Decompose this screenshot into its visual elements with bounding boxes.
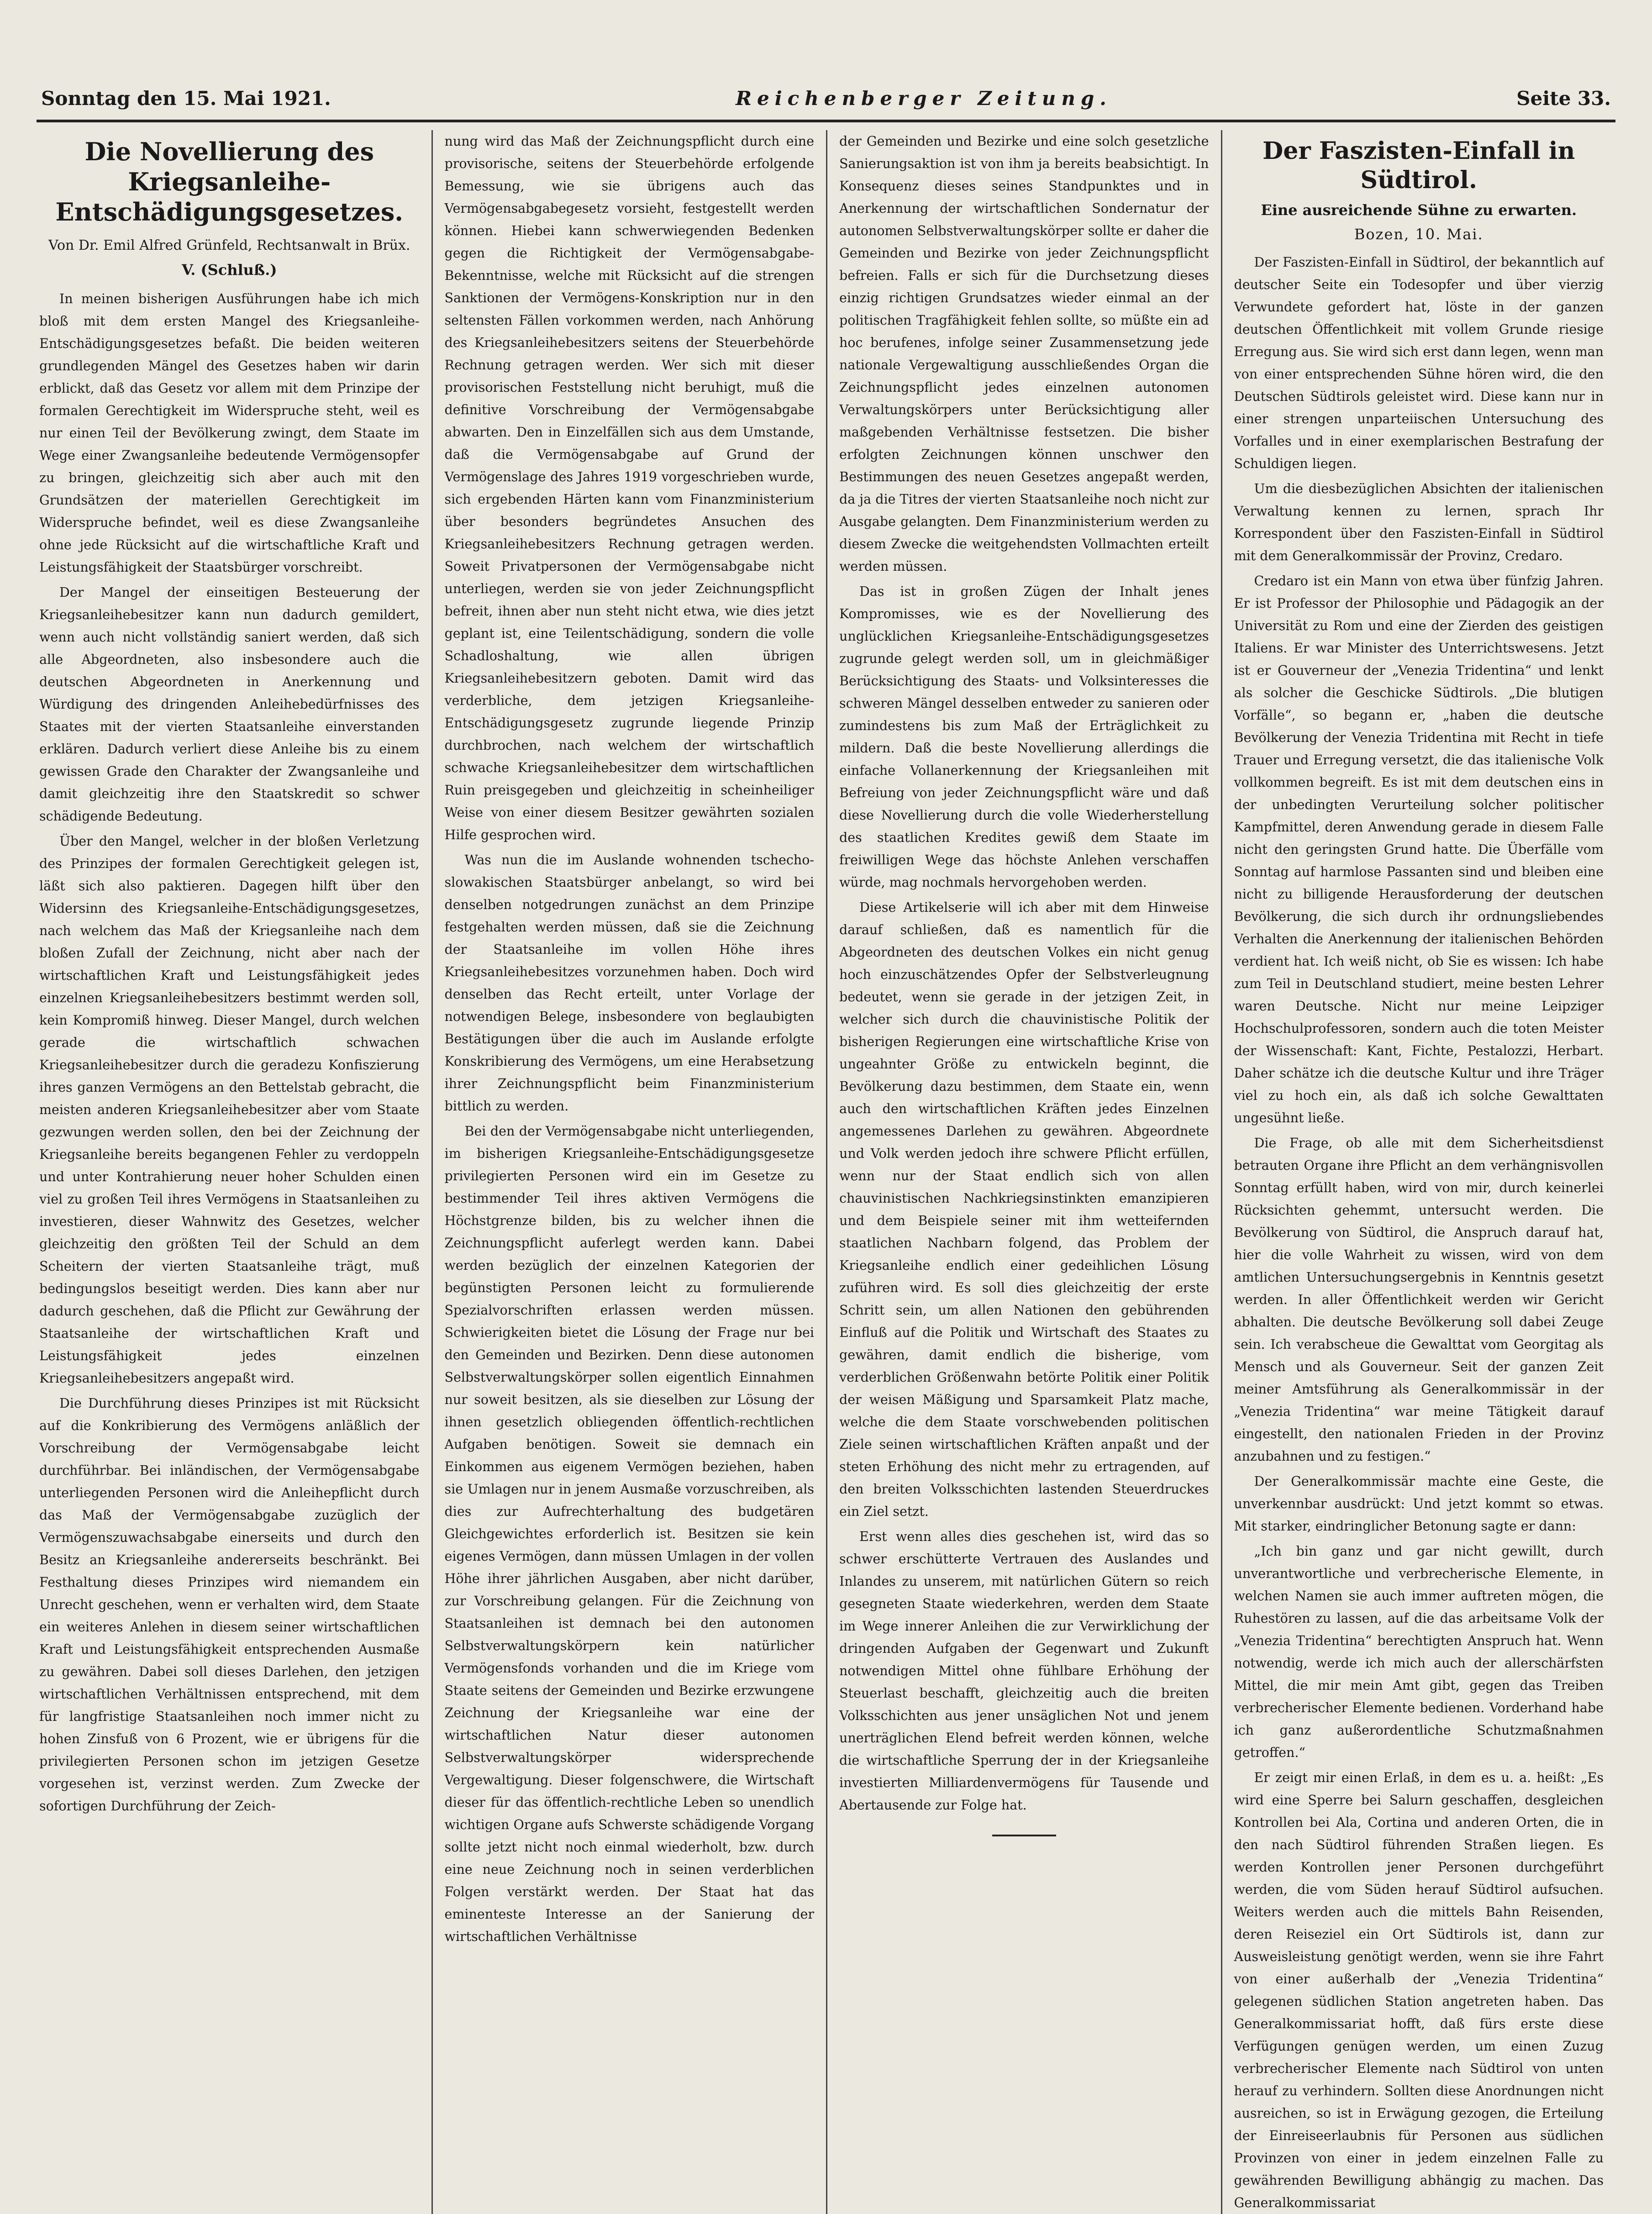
column-4 — [1221, 130, 1616, 2214]
article-end-rule — [992, 1835, 1056, 1836]
paragraph: Erst wenn alles dies geschehen ist, wird das so schwer erschütterte Vertrauen des Auslandes und Inlandes zu unserem, mit natürlichen Gütern so reich gesegneten Staate wiederkehren, werden dem Staate im Wege innerer Anleihen die zur Verwirklichung der dringenden Aufgaben der Gegenwart und Zukunft notwendigen Mittel ohne fühlbare Erhöhung der Steuerlast beschafft, gleichzeitig auch die breiten Volksschichten aus jener unsäglichen Not und jenem unerträglichen Elend befreit werden können, welche die wirtschaftliche Sperrung der in der Kriegsanleihe investierten Milliardenvermögens für Tausende und Abertausende zur Folge hat. — [839, 1529, 1209, 1813]
column-2 — [431, 130, 826, 2214]
masthead-rule — [37, 120, 1615, 122]
issue-date: Sonntag den 15. Mai 1921. — [41, 87, 331, 110]
article-dateline: Bozen, 10. Mai. — [1354, 226, 1484, 243]
paragraph: Der Generalkommissär machte eine Geste, die unverkennbar ausdrückt: Und jetzt kommt so etwas. Mit starker, eindringlicher Betonung sagte er dann: — [1234, 1474, 1604, 1534]
paragraph: Über den Mangel, welcher in der bloßen Verletzung des Prinzipes der formalen Gerechtigkeit gelegen ist, läßt sich also paktieren. Dagegen hilft über den Widersinn des Kriegsanleihe-Entschädigungsgesetzes, nach welchem das Maß der Kriegsanleihe nach dem bloßen Zufall der Zeichnung, nicht aber nach der wirtschaftlichen Kraft und Leistungsfähigkeit jedes einzelnen Kriegsanleihebesitzers bestimmt werden soll, kein Kompromiß hinweg. Dieser Mangel, durch welchen gerade die wirtschaftlich schwachen Kriegsanleihebesitzer durch die geradezu Konfiszierung ihres ganzen Vermögens an den Bettelstab gebracht, die meisten anderen Kriegsanleihebesitzer aber vom Staate gezwungen werden sollen, den bei der Zeichnung der Kriegsanleihe bereits begangenen Fehler zu verdoppeln und unter Kontrahierung neuer hoher Schulden einen viel zu großen Teil ihres Vermögens in Staatsanleihen zu investieren, dieser Wahnwitz des Gesetzes, welcher gleichzeitig den größten Teil der Schuld an dem Scheitern der vierten Staatsanleihe trägt, muß bedingungslos beseitigt werden. Dies kann aber nur dadurch geschehen, daß die Pflicht zur Gewährung der Staatsanleihe der wirtschaftlichen Kraft und Leistungsfähigkeit jedes einzelnen Kriegsanleihebesitzers angepaßt wird. — [39, 834, 420, 1386]
paragraph: Credaro ist ein Mann von etwa über fünfzig Jahren. Er ist Professor der Philosophie und Pädagogik an der Universität zu Rom und eine der Zierden des geistigen Italiens. Er war Minister des Unterrichtswesens. Jetzt ist er Gouverneur der „Venezia Tridentina“ und lenkt als solcher die Geschicke Südtirols. „Die blutigen Vorfälle“, so begann er, „haben die deutsche Bevölkerung der Venezia Tridentina mit Recht in tiefe Trauer und Erregung versetzt, die das italienische Volk vollkommen begreift. Es ist mit dem deutschen eins in der unbedingten Verurteilung solcher politischer Kampfmittel, deren Anwendung gerade in diesem Falle nicht den geringsten Grund hatte. Die Überfälle vom Sonntag auf harmlose Passanten sind und bleiben eine nicht zu billigende Herausforderung der deutschen Bevölkerung, die sich durch ihr ordnungsliebendes Verhalten die Anerkennung der italienischen Behörden verdient hat. Ich weiß nicht, ob Sie es wissen: Ich habe zum Teil in Deutschland studiert, meine besten Lehrer waren Deutsche. Nicht nur meine Leipziger Hochschulprofessoren, sondern auch die toten Meister der Wissenschaft: Kant, Fichte, Pestalozzi, Herbart. Daher schätze ich die deutsche Kultur und ihre Träger viel zu hoch ein, als daß ich solche Gewalttaten ungesühnt ließe. — [1234, 573, 1604, 1125]
paragraph: Das ist in großen Zügen der Inhalt jenes Kompromisses, wie es der Novellierung des unglücklichen Kriegsanleihe-Entschädigungsgesetzes zugrunde gelegt werden soll, um in gleichmäßiger Berücksichtigung des Staats- und Volksinteresses die schweren Mängel desselben entweder zu sanieren oder zumindestens bis zum Maß der Erträglichkeit zu mildern. Daß die beste Novellierung allerdings die einfache Vollanerkennung der Kriegsanleihen mit Befreiung von jeder Zeichnungspflicht wäre und daß diese Novellierung durch die volle Wiederherstellung des staatlichen Kredites gewiß dem Staate im freiwilligen Wege das höchste Anlehen verschaffen würde, mag nochmals hervorgehoben werden. — [839, 584, 1209, 890]
paragraph: der Gemeinden und Bezirke und eine solch gesetzliche Sanierungsaktion ist von ihm ja bereits beabsichtigt. In Konsequenz dieses seines Standpunktes und in Anerkennung der wirtschaftlichen Sondernatur der autonomen Selbstverwaltungskörper sollte er daher die Gemeinden und Bezirke von jeder Zeichnungspflicht befreien. Falls er sich für die Durchsetzung dieses einzig richtigen Grundsatzes wieder einmal an der politischen Tragfähigkeit fehlen sollte, so müßte ein ad hoc berufenes, infolge seiner Zusammensetzung jede nationale Vergewaltigung ausschließendes Organ die Zeichnungspflicht jedes einzelnen autonomen Verwaltungskörpers unter Berücksichtigung aller maßgebenden Verhältnisse festsetzen. Die bisher erfolgten Zeichnungen können unschwer den Bestimmungen des neuen Gesetzes angepaßt werden, da ja die Titres der vierten Staatsanleihe noch nicht zur Ausgabe gelangten. Dem Finanzministerium werden zu diesem Zwecke die weitgehendsten Vollmachten erteilt werden müssen. — [839, 134, 1209, 574]
paragraph: nung wird das Maß der Zeichnungspflicht durch eine provisorische, seitens der Steuerbehörde erfolgende Bemessung, wie sie übrigens auch das Vermögensabgabegesetz vorsieht, festgestellt werden können. Hiebei kann schwerwiegenden Bedenken gegen die Richtigkeit der Vermögensabgabe-Bekenntnisse, welche mit Rücksicht auf die strengen Sanktionen der Vermögens-Konskription nur in den seltensten Fällen vorkommen werden, nach Anhörung des Kriegsanleihebesitzers seitens der Steuerbehörde Rechnung getragen werden. Wer sich mit dieser provisorischen Feststellung nicht beruhigt, muß die definitive Vorschreibung der Vermögensabgabe abwarten. Den in Einzelfällen sich aus dem Umstande, daß die Vermögensabgabe auf Grund der Vermögenslage des Jahres 1919 vorgeschrieben wurde, sich ergebenden Härten kann vom Finanzministerium über besonders begründetes Ansuchen des Kriegsanleihebesitzers Rechnung getragen werden. Soweit Privatpersonen der Vermögensabgabe nicht unterliegen, werden sie von jeder Zeichnungspflicht befreit, ihnen aber nun steht nicht etwa, wie dies jetzt geplant ist, eine Teilentschädigung, sondern die volle Schadloshaltung, wie allen übrigen Kriegsanleihebesitzern geboten. Damit wird das verderbliche, dem jetzigen Kriegsanleihe-Entschädigungsgesetz zugrunde liegende Prinzip durchbrochen, nach welchem der wirtschaftlich schwache Kriegsanleihebesitzer dem wirtschaftlichen Ruin preisgegeben und gleichzeitig in scheinheiliger Weise von einer diesem Besitzer gewährten sozialen Hilfe gesprochen wird. — [444, 134, 814, 842]
paragraph: Der Mangel der einseitigen Besteuerung der Kriegsanleihebesitzer kann nun dadurch gemildert, wenn auch nicht vollständig saniert werden, daß sich alle Abgeordneten, also insbesondere auch die deutschen Abgeordneten in Anerkennung und Würdigung des dringenden Anleihebedürfnisses des Staates mit der vierten Staatsanleihe einverstanden erklären. Dadurch verliert diese Anleihe bis zu einem gewissen Grade den Charakter der Zwangsanleihe und damit gleichzeitig ihre den Staatskredit so schwer schädigende Bedeutung. — [39, 585, 420, 824]
paragraph: Die Frage, ob alle mit dem Sicherheitsdienst betrauten Organe ihre Pflicht an dem verhängnisvollen Sonntag erfüllt haben, wird von mir, durch keinerlei Rücksichten gehemmt, untersucht werden. Die Bevölkerung von Südtirol, die Anspruch darauf hat, hier die volle Wahrheit zu wissen, wird von dem amtlichen Untersuchungsergebnis in Kenntnis gesetzt werden. In aller Öffentlichkeit werden wir Gericht abhalten. Die deutsche Bevölkerung soll dabei Zeuge sein. Ich verabscheue die Gewalttat vom Georgitag als Mensch und als Gouverneur. Seit der ganzen Zeit meiner Amtsführung als Generalkommissär in der „Venezia Tridentina“ war meine Tätigkeit darauf eingestellt, den nationalen Frieden in der Provinz anzubahnen und zu festigen.“ — [1234, 1136, 1604, 1464]
article-subtitle: Eine ausreichende Sühne zu erwarten. — [1261, 201, 1577, 219]
column-3 — [826, 130, 1221, 2214]
paragraph: Um die diesbezüglichen Absichten der italienischen Verwaltung kennen zu lernen, sprach Ihr Korrespondent über den Faszisten-Einfall in Südtirol mit dem Generalkommissär der Provinz, Credaro. — [1234, 481, 1604, 563]
column-1 — [37, 130, 431, 2214]
paragraph: Diese Artikelserie will ich aber mit dem Hinweise darauf schließen, daß es namentlich für die Abgeordneten des deutschen Volkes ein nicht genug hoch einzuschätzendes Opfer der Selbstverleugnung bedeutet, wenn sie gerade in der jetzigen Zeit, in welcher sich durch die chauvinistische Politik der bisherigen Regierungen eine wirtschaftliche Krise von ungeahnter Größe zu entwickeln beginnt, die Bevölkerung dazu bestimmen, dem Staate ein, wenn auch den wirtschaftlichen Kräften jedes Einzelnen angemessenes Darlehen zu gewähren. Abgeordnete und Volk werden jedoch ihre schwere Pflicht erfüllen, wenn nur der Staat endlich sich von allen chauvinistischen Nachkriegsinstinkten emanzipieren und dem Beispiele seiner mit ihm wetteifernden staatlichen Nachbarn folgend, das Problem der Kriegsanleihe endlich einer gedeihlichen Lösung zuführen wird. Es soll dies gleichzeitig der erste Schritt sein, um allen Nationen den gebührenden Einfluß auf die Politik und Wirtschaft des Staates zu gewähren, damit endlich die bisherige, vom verderblichen Größenwahn betörte Politik einer Politik der weisen Mäßigung und Sparsamkeit Platz mache, welche die dem Staate vorschwebenden politischen Ziele seinen wirtschaftlichen Kräften anpaßt und der steten Erhöhung des nicht mehr zu ertragenden, auf den breiten Volksschichten lastenden Steuerdruckes ein Ziel setzt. — [839, 900, 1209, 1519]
columns — [37, 130, 1615, 2210]
paragraph: Bei den der Vermögensabgabe nicht unterliegenden, im bisherigen Kriegsanleihe-Entschädigungsgesetze privilegierten Personen wird ein im Gesetze zu bestimmender Teil ihres aktiven Vermögens die Höchstgrenze bilden, bis zu welcher ihnen die Zeichnungspflicht auferlegt werden kann. Dabei werden bezüglich der einzelnen Kategorien der begünstigten Personen leicht zu formulierende Spezialvorschriften erlassen werden müssen. Schwierigkeiten bietet die Lösung der Frage nur bei den Gemeinden und Bezirken. Denn diese autonomen Selbstverwaltungskörper sollen eigentlich Einnahmen nur soweit besitzen, als sie dieselben zur Lösung der ihnen gesetzlich obliegenden öffentlich-rechtlichen Aufgaben benötigen. Soweit sie demnach ein Einkommen aus eigenem Vermögen beziehen, haben sie Umlagen nur in jenem Ausmaße vorzuschreiben, als dies zur Aufrechterhaltung des budgetären Gleichgewichtes erforderlich ist. Besitzen sie kein eigenes Vermögen, dann müssen Umlagen in der vollen Höhe ihrer jährlichen Ausgaben, aber nicht darüber, zur Vorschreibung gelangen. Für die Zeichnung von Staatsanleihen ist demnach bei den autonomen Selbstverwaltungskörpern kein natürlicher Vermögensfonds vorhanden und die im Kriege vom Staate seitens der Gemeinden und Bezirke erzwungene Zeichnung der Kriegsanleihe war eine der wirtschaftlichen Natur dieser autonomen Selbstverwaltungskörper widersprechende Vergewaltigung. Dieser folgenschwere, die Wirtschaft dieser für das öffentlich-rechtliche Leben so unendlich wichtigen Organe aufs Schwerste schädigende Vorgang sollte jetzt nicht noch einmal wiederholt, bzw. durch eine neue Zeichnung noch in seinen verderblichen Folgen verstärkt werden. Der Staat hat das eminenteste Interesse an der Sanierung der wirtschaftlichen Verhältnisse — [444, 1124, 814, 1944]
page-number: Seite 33. — [1516, 87, 1611, 110]
masthead — [41, 82, 1611, 114]
article-byline: Von Dr. Emil Alfred Grünfeld, Rechtsanwalt in Brüx. — [48, 237, 410, 253]
article-section-label: V. (Schluß.) — [181, 261, 277, 279]
paragraph: Was nun die im Auslande wohnenden tschecho-slowakischen Staatsbürger anbelangt, so wird bei denselben notgedrungen zunächst an dem Prinzipe festgehalten werden müssen, daß sie die Zeichnung der Staatsanleihe im vollen Höhe ihres Kriegsanleihebesitzes vorzunehmen haben. Doch wird denselben das Recht erteilt, unter Vorlage der notwendigen Belege, insbesondere von beglaubigten Bestätigungen über die auch im Auslande erfolgte Konskribierung des Vermögens, um eine Herabsetzung ihrer Zeichnungspflicht beim Finanzministerium bittlich zu werden. — [444, 852, 814, 1114]
paragraph: In meinen bisherigen Ausführungen habe ich mich bloß mit dem ersten Mangel des Kriegsanleihe-Entschädigungsgesetzes befaßt. Die beiden weiteren grundlegenden Mängel des Gesetzes haben wir darin erblickt, daß das Gesetz vor allem mit dem Prinzipe der formalen Gerechtigkeit im Widerspruche steht, weil es nur einen Teil der Bevölkerung zwingt, dem Staate im Wege einer Zwangsanleihe bedeutende Vermögensopfer zu bringen, gleichzeitig sich aber auch mit den Grundsätzen der materiellen Gerechtigkeit im Widerspruche befindet, weil es diese Zwangsanleihe ohne jede Rücksicht auf die wirtschaftliche Kraft und Leistungsfähigkeit der Staatsbürger vorschreibt. — [39, 291, 420, 575]
paragraph: „Ich bin ganz und gar nicht gewillt, durch unverantwortliche und verbrecherische Elemente, in welchen Namen sie auch immer auftreten mögen, die Ruhestören zu lassen, auf die das arbeitsame Volk der „Venezia Tridentina“ berechtigten Anspruch hat. Wenn notwendig, werde ich mich auch der allerschärfsten Mittel, die mir mein Amt gibt, gegen das Treiben verbrecherischer Elemente bedienen. Vorderhand habe ich ganz außerordentliche Schutzmaßnahmen getroffen.“ — [1234, 1544, 1604, 1760]
paragraph: Der Faszisten-Einfall in Südtirol, der bekanntlich auf deutscher Seite ein Todesopfer und über vierzig Verwundete gefordert hat, löste in der ganzen deutschen Öffentlichkeit mit vollem Grunde riesige Erregung aus. Sie wird sich erst dann legen, wenn man von einer entsprechenden Sühne hören wird, die den Deutschen Südtirols geleistet wird. Diese kann nur in einer strengen unparteiischen Untersuchung des Vorfalles und in einer exemplarischen Bestrafung der Schuldigen liegen. — [1234, 255, 1604, 471]
article-title-kriegsanleihe: Die Novellierung des Kriegsanleihe-Entschädigungsgesetzes. — [55, 137, 404, 226]
paragraph: Die Durchführung dieses Prinzipes ist mit Rücksicht auf die Konkribierung des Vermögens anläßlich der Vorschreibung der Vermögensabgabe leicht durchführbar. Bei inländischen, der Vermögensabgabe unterliegenden Personen wird die Anleihepflicht durch das Maß der Vermögensabgabe zuzüglich der Vermögenszuwachsabgabe einerseits und durch den Besitz an Kriegsanleihe andererseits beschränkt. Bei Festhaltung dieses Prinzipes wird niemandem ein Unrecht geschehen, wenn er verhalten wird, dem Staate ein weiteres Anlehen in diesem seiner wirtschaftlichen Kraft und Leistungsfähigkeit entsprechenden Ausmaße zu gewähren. Dabei soll dieses Darlehen, den jetzigen wirtschaftlichen Verhältnissen entsprechend, mit dem für langfristige Staatsanleihen noch immer nicht zu hohen Zinsfuß von 6 Prozent, wie er übrigens für die privilegierten Personen schon im jetzigen Gesetze vorgesehen ist, verzinst werden. Zum Zwecke der sofortigen Durchführung der Zeich- — [39, 1396, 420, 1814]
paragraph: Er zeigt mir einen Erlaß, in dem es u. a. heißt: „Es wird eine Sperre bei Salurn geschaffen, desgleichen Kontrollen bei Ala, Cortina und anderen Orten, die in den nach Südtirol führenden Straßen liegen. Es werden Kontrollen jener Personen durchgeführt werden, die vom Süden herauf Südtirol aufsuchen. Weiters werden auch die mittels Bahn Reisenden, deren Reiseziel ein Ort Südtirols ist, dann zur Ausweisleistung genötigt werden, wenn sie ihre Fahrt von einer außerhalb der „Venezia Tridentina“ gelegenen südlichen Station angetreten haben. Das Generalkommissariat hofft, daß fürs erste diese Verfügungen genügen werden, um einen Zuzug verbrecherischer Elemente nach Südtirol von unten herauf zu verhindern. Sollten diese Anordnungen nicht ausreichen, so ist in Erwägung gezogen, die Erteilung der Einreiseerlaubnis für Personen aus südlichen Provinzen von einer in jedem einzelnen Falle zu gewährenden Bewilligung abhängig zu machen. Das Generalkommissariat — [1234, 1770, 1604, 2210]
newspaper-name: Reichenberger Zeitung. — [736, 87, 1112, 110]
article-title-faszisten: Der Faszisten-Einfall in Südtirol. — [1263, 137, 1575, 194]
